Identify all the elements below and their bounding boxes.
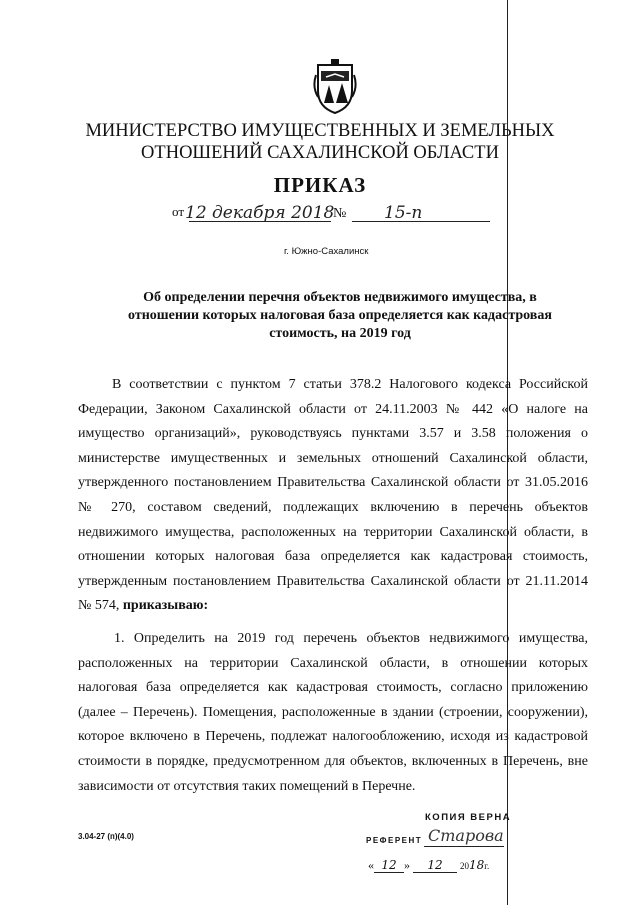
preamble-paragraph xyxy=(78,373,588,619)
handwritten-date: 12 декабря 2018 xyxy=(185,203,335,223)
coat-of-arms-emblem xyxy=(312,57,358,115)
city-name: г. Южно-Сахалинск xyxy=(284,246,369,257)
preamble-text: В соответствии с пунктом 7 статьи 378.2 Налогового кодекса Российской Федерации, Законом Сахалинской области от 24.11.2003 № 442 «О налоге на имущество организаций», руководствуясь пунктами 3.57 и 3.58 положения о министерстве имущественных и земельных отношений Сахалинской области, утвержденного постановлением Правительства Сахалинской области от 31.05.2016 № 270, составом сведений, подлежащих включению в перечень объектов недвижимого имущества, расположенных на территории Сахалинской области, в отношении которых налоговая база определяется как кадастровая стоимость, утвержденным постановлением Правительства Сахалинской области от 21.11.2014 № 574, xyxy=(78,377,588,614)
stamp-referent: РЕФЕРЕНТ xyxy=(366,836,423,845)
preamble-bold: приказываю: xyxy=(122,598,209,614)
stamp-date-row: « 12 » 12 2018г. xyxy=(368,858,490,872)
handwritten-number: 15-п xyxy=(384,203,423,223)
signature-underline xyxy=(424,846,504,847)
date-prefix: от xyxy=(172,204,185,219)
document-type-title: ПРИКАЗ xyxy=(273,173,367,197)
ministry-name-line2: ОТНОШЕНИЙ САХАЛИНСКОЙ ОБЛАСТИ xyxy=(141,143,499,163)
number-sign: № xyxy=(333,206,347,221)
subject-line3: стоимость, на 2019 год xyxy=(269,326,411,341)
stamp-day: 12 xyxy=(374,858,404,873)
subject-line1: Об определении перечня объектов недвижимого имущества, в xyxy=(143,290,537,305)
order-date-number xyxy=(172,204,184,220)
subject-line2: отношении которых налоговая база определяется как кадастровая xyxy=(128,308,552,323)
order-subject xyxy=(100,289,580,343)
stamp-month: 12 xyxy=(413,858,457,873)
stamp-signature: Старова xyxy=(428,826,504,845)
stamp-copy-true: КОПИЯ ВЕРНА xyxy=(425,812,512,823)
ministry-name-line1: МИНИСТЕРСТВО ИМУЩЕСТВЕННЫХ И ЗЕМЕЛЬНЫХ xyxy=(85,121,555,141)
stamp-year: 18 xyxy=(469,858,485,872)
form-code: 3.04-27 (п)(4.0) xyxy=(78,832,134,841)
item-1-paragraph xyxy=(78,627,588,799)
item-1-text: 1. Определить на 2019 год перечень объектов недвижимого имущества, расположенных на территории Сахалинской области, в отношении которых налоговая база определяется как кадастровая стоимость, согласно приложению (далее – Перечень). Помещения, расположенные в здании (строении, сооружении), которое включено в Перечень, подлежат налогообложению, исходя из кадастровой стоимости в порядке, предусмотренном для объектов, включенных в Перечень, вне зависимости от отсутствия таких помещений в Перечне. xyxy=(78,631,588,794)
